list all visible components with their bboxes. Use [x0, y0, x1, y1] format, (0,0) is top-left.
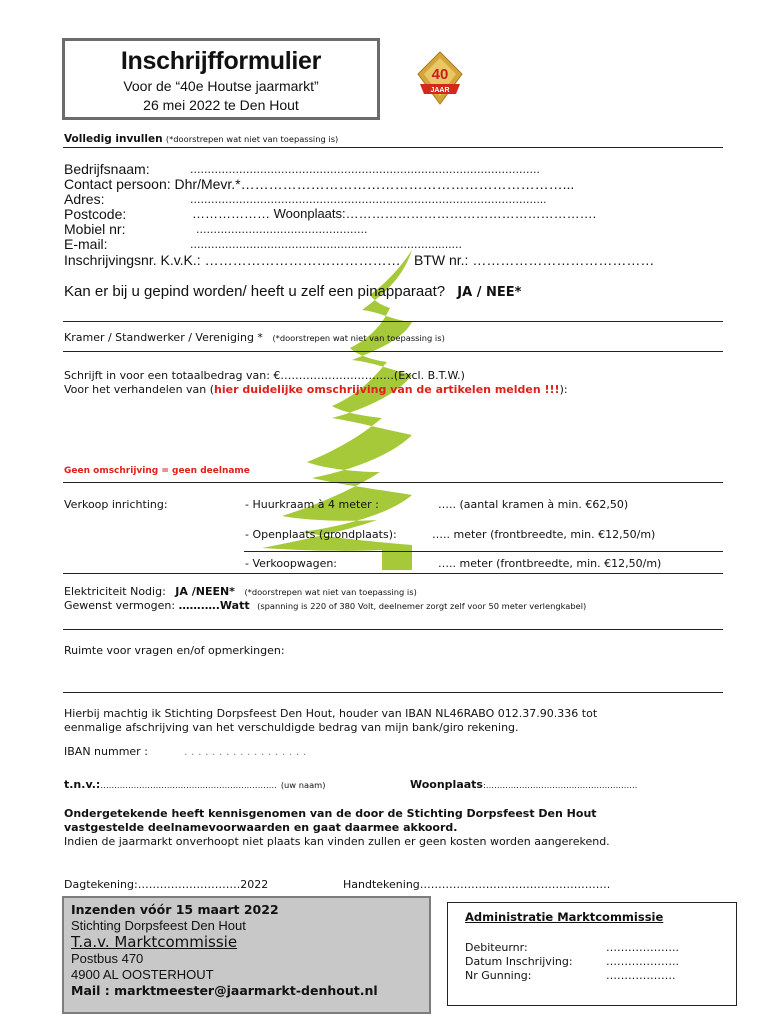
inzenden-title: Inzenden vóór 15 maart 2022 — [71, 902, 279, 917]
admin-debiteur-label: Debiteurnr: — [465, 941, 528, 954]
anniversary-badge — [414, 50, 466, 112]
event-date: 26 mei 2022 te Den Hout — [143, 97, 299, 113]
field-postcode-input[interactable]: ……………… Woonplaats:…………………………………………………. — [192, 206, 597, 221]
admin-datum-label: Datum Inschrijving: — [465, 955, 573, 968]
akkoord-bold1: Ondergetekende heeft kennisgenomen van de door de Stichting Dorpsfeest Den Hout — [64, 807, 597, 820]
artikelen-line — [64, 383, 568, 396]
form-title: Inschrijfformulier — [120, 47, 322, 75]
machtiging-line1: Hierbij machtig ik Stichting Dorpsfeest Den Hout, houder van IBAN NL46RABO 012.37.90.336 tot — [64, 707, 598, 720]
admin-debiteur-value[interactable]: ……………….. — [606, 941, 679, 954]
kramer-line — [64, 331, 445, 344]
verkoop-label: Verkoop inrichting: — [64, 498, 168, 511]
field-contact[interactable]: Contact persoon: Dhr/Mevr.*……………………………………………………………... — [64, 176, 575, 192]
opmerkingen-area[interactable] — [64, 660, 723, 690]
divider — [63, 692, 723, 693]
title-box — [62, 38, 380, 120]
admin-box — [447, 902, 737, 1006]
iban-input[interactable]: . . . . . . . . . . . . . . . . . . — [184, 745, 307, 758]
vermogen-line — [64, 599, 586, 612]
badge-icon — [414, 50, 466, 112]
divider — [63, 629, 723, 630]
artikelen-prefix: Voor het verhandelen van ( — [64, 383, 215, 396]
divider — [63, 147, 723, 148]
vermogen-note: (spanning is 220 of 380 Volt, deelnemer zorgt zelf voor 50 meter verlengkabel) — [257, 601, 587, 611]
pin-question: Kan er bij u gepind worden/ heeft u zelf een pinapparaat? — [64, 283, 446, 300]
admin-datum-value[interactable]: ……………….. — [606, 955, 679, 968]
verkoop-detail-openplaats[interactable]: ….. meter (frontbreedte, min. €12,50/m) — [432, 528, 656, 541]
field-adres-label: Adres: — [64, 191, 105, 207]
admin-gunning-value[interactable]: ………………. — [606, 969, 676, 982]
kramer-note: (*doorstrepen wat niet van toepassing is) — [272, 333, 445, 343]
divider — [63, 351, 723, 352]
field-bedrijfsnaam-label: Bedrijfsnaam: — [64, 161, 150, 177]
pin-line — [64, 283, 521, 300]
divider — [63, 482, 723, 483]
inzenden-box — [62, 896, 431, 1014]
field-bedrijfsnaam-input[interactable]: ………………………………………………………………………………………. — [190, 164, 540, 176]
woonplaats-label: Woonplaats — [410, 778, 483, 791]
verkoop-item-huurkraam[interactable]: - Huurkraam à 4 meter : — [245, 498, 379, 511]
woonplaats-line — [410, 778, 637, 791]
admin-gunning-label: Nr Gunning: — [465, 969, 532, 982]
inzenden-tav: T.a.v. Marktcommissie — [71, 933, 238, 951]
badge-word: JAAR — [430, 87, 450, 94]
event-name: Voor de “40e Houtse jaarmarkt” — [123, 78, 319, 94]
inzenden-plaats: 4900 AL OOSTERHOUT — [71, 967, 214, 982]
field-mobiel-label: Mobiel nr: — [64, 221, 126, 237]
kramer-label[interactable]: Kramer / Standwerker / Vereniging * — [64, 331, 263, 344]
field-kvk[interactable]: Inschrijvingsnr. K.v.K.: …………………………………… — [64, 252, 401, 268]
field-email-label: E-mail: — [64, 236, 108, 252]
machtiging-line2: eenmalige afschrijving van het verschuldigde bedrag van mijn bank/giro rekening. — [64, 721, 519, 734]
opmerkingen-label: Ruimte voor vragen en/of opmerkingen: — [64, 644, 285, 657]
elektriciteit-answer[interactable]: JA /NEEN* — [175, 585, 235, 598]
tnv-note: (uw naam) — [280, 780, 326, 790]
verkoop-detail-wagen[interactable]: ….. meter (frontbreedte, min. €12,50/m) — [438, 557, 662, 570]
akkoord-line3: Indien de jaarmarkt onverhoopt niet plaats kan vinden zullen er geen kosten worden aangerekend. — [64, 835, 610, 848]
inzenden-postbus: Postbus 470 — [71, 951, 144, 966]
badge-number: 40 — [431, 66, 449, 83]
elektriciteit-label: Elektriciteit Nodig: — [64, 585, 166, 598]
inzenden-org: Stichting Dorpsfeest Den Hout — [71, 918, 246, 933]
divider — [244, 551, 723, 552]
bedrag-line[interactable]: Schrijft in voor een totaalbedrag van: €………………………….(Excl. B.T.W.) — [64, 369, 465, 382]
tnv-input[interactable]: ………………………………..…………….………. — [100, 780, 277, 790]
field-email-input[interactable]: ……………………………………………………………......… — [190, 239, 463, 251]
akkoord-bold2: vastgestelde deelnamevoorwaarden en gaat daarmee akkoord. — [64, 821, 458, 834]
elektriciteit-line — [64, 585, 417, 598]
pin-answer[interactable]: JA / NEE* — [457, 285, 522, 300]
elektriciteit-note: (*doorstrepen wat niet van toepassing is) — [244, 587, 417, 597]
tnv-label: t.n.v.: — [64, 778, 101, 791]
inzenden-mail[interactable]: Mail : marktmeester@jaarmarkt-denhout.nl — [71, 983, 378, 998]
artikelen-suffix: ): — [559, 383, 568, 396]
verkoop-item-openplaats[interactable]: - Openplaats (grondplaats): — [245, 528, 397, 541]
intro-line — [64, 133, 338, 145]
intro-label: Volledig invullen — [64, 133, 163, 145]
field-postcode-label: Postcode: — [64, 206, 127, 222]
handtekening-field[interactable]: Handtekening……………………………………………. — [343, 878, 611, 891]
vermogen-label: Gewenst vermogen: — [64, 599, 176, 612]
woonplaats-input[interactable]: :……………………………………..……..… — [482, 780, 638, 790]
verkoop-detail-huurkraam[interactable]: ….. (aantal kramen à min. €62,50) — [438, 498, 629, 511]
artikelen-instruction: hier duidelijke omschrijving van de artikelen melden !!! — [214, 383, 560, 396]
intro-note: (*doorstrepen wat niet van toepassing is) — [165, 134, 339, 144]
field-mobiel-input[interactable]: …………………………………………. — [196, 224, 368, 236]
divider — [63, 573, 723, 574]
vermogen-value[interactable]: …….….Watt — [178, 599, 250, 612]
field-adres-input[interactable]: ………………………………………………………………………………………... — [190, 194, 547, 206]
field-btw[interactable]: BTW nr.: ………………………………… — [414, 252, 655, 268]
divider — [63, 321, 723, 322]
verkoop-item-wagen[interactable]: - Verkoopwagen: — [245, 557, 338, 570]
warning-text: Geen omschrijving = geen deelname — [64, 466, 250, 476]
admin-title: Administratie Marktcommissie — [465, 910, 664, 924]
tnv-line — [64, 778, 325, 791]
iban-label: IBAN nummer : — [64, 745, 148, 758]
dagtekening-field[interactable]: Dagtekening:……………………….2022 — [64, 878, 269, 891]
